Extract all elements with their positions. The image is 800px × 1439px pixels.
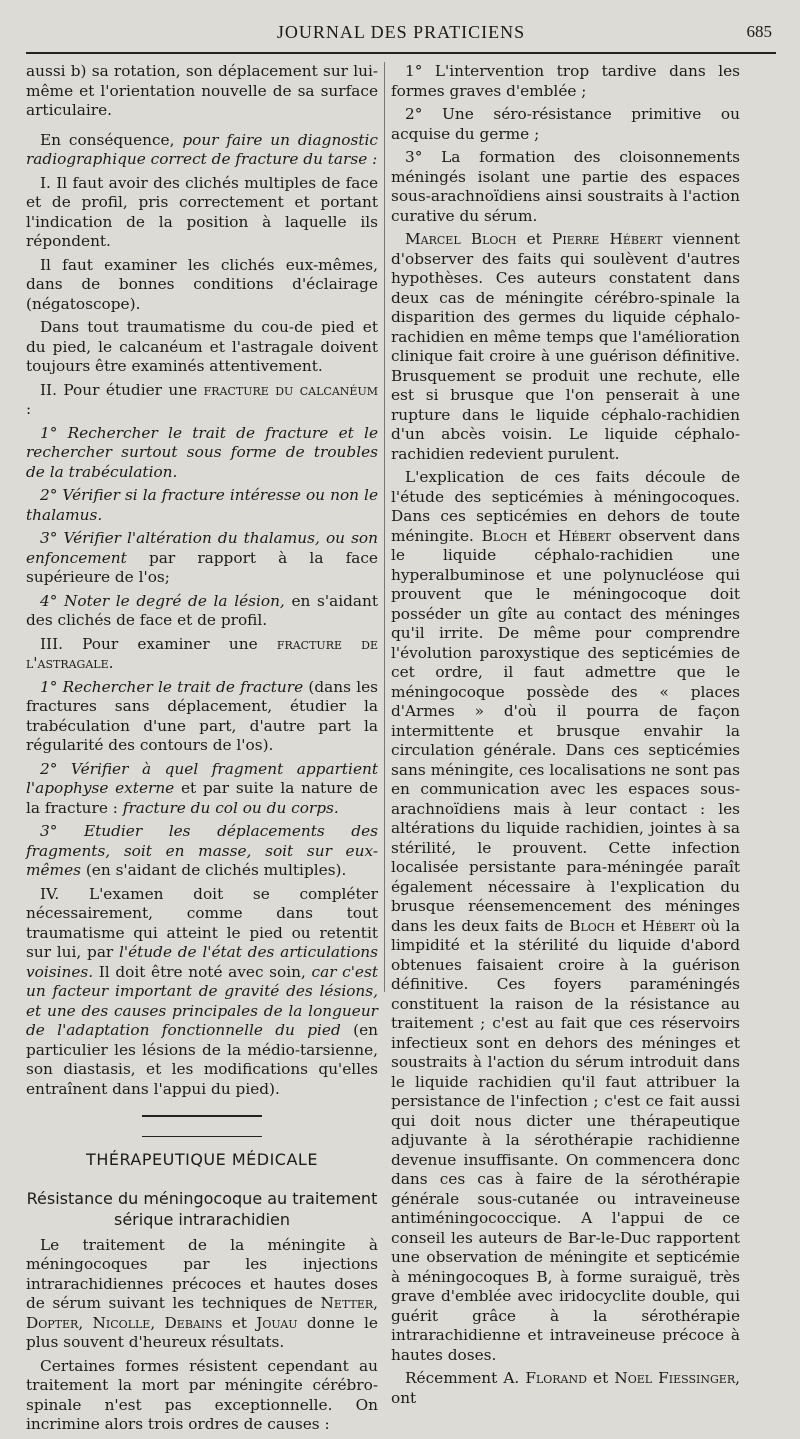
- left-column: [26, 62, 378, 1439]
- paragraph: [26, 381, 378, 420]
- emphasis: 3° Vérifier l'altération du thalamus, ou son enfoncement: [26, 529, 378, 567]
- emphasis: 4° Noter le degré de la lésion,: [40, 591, 285, 610]
- column-divider: [384, 62, 385, 992]
- emphasis: 2° Vérifier si la fracture intéresse ou non le thalamus.: [26, 486, 378, 524]
- text: viennent d'observer des faits qui soulèvent d'autres hypothèses. Ces auteurs constatent dans deux cas de méningite cérébro-spinale la disparition des germes du liquide céphalo-rachidien en même temps que l'amélioration clinique fait croire à une guérison définitive. Brusquement se produit une rechute, elle est si brusque que l'on penserait à une rupture dans le liquide céphalo-rachidien d'un abcès voisin. Le liquide céphalo-rachidien redevient purulent.: [391, 230, 740, 463]
- author-names: Jouau: [256, 1313, 298, 1332]
- text: donne le plus souvent d'heureux résultats.: [26, 1313, 378, 1351]
- text: En conséquence,: [40, 130, 175, 149]
- author-names: Marcel Bloch: [405, 230, 517, 248]
- paragraph: [26, 678, 378, 756]
- emphasis: 3° Etudier les déplacements des fragments, soit en masse, soit sur eux-mêmes: [26, 822, 378, 879]
- text: Dans tout traumatisme du cou-de pied et du pied, le calcanéum et l'astragale doivent toujours être examinés attentivement.: [26, 318, 378, 375]
- text: Il doit être noté avec soin,: [98, 962, 306, 981]
- paragraph: [26, 256, 378, 315]
- text: (en s'aidant de clichés multiples).: [85, 861, 347, 879]
- paragraph: [391, 105, 740, 144]
- text: Le traitement de la méningite à méningocoques par les injections intrarachidiennes précoces et hautes doses de sérum suivant les techniques de: [26, 1235, 378, 1312]
- small-caps: fracture de l'astragale.: [26, 634, 379, 672]
- paragraph: [26, 131, 378, 170]
- paragraph: [26, 1357, 378, 1435]
- paragraph: [26, 635, 378, 674]
- emphasis: pour faire un diagnostic radiographique correct de fracture du tarse :: [26, 130, 378, 168]
- author-names: Hébert: [642, 916, 695, 935]
- author-names: Netter, Dopter, Nicolle, Debains: [26, 1294, 378, 1332]
- divider: [142, 1115, 262, 1117]
- paragraph: [26, 318, 378, 377]
- text: et: [526, 230, 542, 248]
- emphasis: car c'est un facteur important de gravité des lésions, et une des causes principales de la longueur de l'adaptation fonctionnelle du pied: [26, 962, 378, 1039]
- paragraph: [26, 885, 378, 1100]
- text: III. Pour examiner une: [40, 634, 258, 653]
- text: et: [231, 1313, 247, 1332]
- emphasis: 1° Rechercher le trait de fracture et le rechercher surtout sous forme de troubles de la trabéculation.: [26, 423, 378, 481]
- text: 1° L'intervention trop tardive dans les formes graves d'emblée ;: [391, 62, 740, 100]
- paragraph: [391, 1369, 740, 1408]
- text: aussi b) sa rotation, son déplacement sur lui-même et l'orientation nouvelle de sa surface articulaire.: [26, 62, 378, 119]
- text: IV. L'examen doit se compléter nécessairement, comme dans tout traumatisme qui atteint le pied ou retentit sur lui, par: [26, 884, 378, 961]
- emphasis: 1° Rechercher le trait de fracture: [40, 677, 304, 696]
- text: 2° Une séro-résistance primitive ou acquise du germe ;: [391, 105, 740, 143]
- paragraph: [26, 592, 378, 631]
- journal-title: JOURNAL DES PRATICIENS: [276, 22, 526, 42]
- text: Il faut examiner les clichés eux-mêmes, dans de bonnes conditions d'éclairage (négatoscope).: [26, 255, 378, 313]
- text: et par suite la nature de la fracture :: [26, 779, 378, 817]
- author-names: Noel Fiessinger: [614, 1369, 736, 1387]
- paragraph: [26, 822, 378, 881]
- emphasis: fracture du col ou du corps.: [122, 798, 339, 817]
- section-rule: [26, 1105, 378, 1144]
- text: observent dans le liquide céphalo-rachidien une hyperalbuminose et une polynucléose qui prouvent que le méningocoque doit posséder un gîte au contact des méninges qu'il irrite. De même pour comprendre l'évolution paroxystique des septicémies de cet ordre, il faut admettre que le méningocoque possède des « places d'Armes » d'où il pourra de façon intermittente et brusque envahir la circulation générale. Dans ces septicémies sans méningite, ces localisations ne sont pas en communication avec les espaces sous-arachnoïdiens mais à leur contact : les altérations du liquide rachidien, jointes à sa stérilité, le prouvent. Cette infection localisée persistante para-méningée paraît également nécessaire à l'explication du brusque réensemencement des méninges dans les deux faits de: [391, 526, 740, 935]
- text: (dans les fractures sans déplacement, étudier la trabéculation d'une part, d'autre part la régularité des contours de l'os).: [26, 677, 379, 754]
- page-header: [26, 18, 776, 54]
- right-column: [391, 62, 740, 1412]
- paragraph: [26, 174, 378, 252]
- emphasis: l'étude de l'état des articulations voisines.: [26, 943, 378, 981]
- divider: [142, 1136, 262, 1137]
- text: Certaines formes résistent cependant au traitement la mort par méningite cérébro-spinale n'est pas exceptionnelle. On incrimine alors trois ordres de causes :: [26, 1356, 378, 1433]
- small-caps: fracture du calcanéum :: [26, 380, 378, 418]
- emphasis: 2° Vérifier à quel fragment appartient l'apophyse externe: [26, 759, 378, 797]
- text: I. Il faut avoir des clichés multiples de face et de profil, pris correctement et portant l'indication de la position à laquelle ils répondent.: [26, 173, 378, 250]
- text: en s'aidant des clichés de face et de profil.: [26, 591, 379, 629]
- paragraph: [391, 230, 740, 464]
- text: et: [620, 916, 636, 935]
- author-names: Bloch: [569, 916, 615, 935]
- paragraph: [26, 760, 378, 819]
- author-names: Pierre Hébert: [552, 230, 663, 248]
- section-heading: THÉRAPEUTIQUE MÉDICALE: [86, 1150, 318, 1169]
- paragraph: [26, 486, 378, 525]
- text: où la limpidité et la stérilité du liquide d'abord obtenues faisaient croire à la guérison définitive. Ces foyers paraméningés constituent la raison de la résistance au traitement ; c'est au fait que ces réservoirs infectieux sont en dehors des méninges et soustraits à l'action du sérum introduit dans le liquide rachidien qu'il faut attribuer la persistance de l'infection ; c'est ce fait aussi qui doit nous dicter une thérapeutique adjuvante à la sérothérapie rachidienne devenue insuffisante. On commencera donc dans ces cas à faire de la sérothérapie générale sous-cutanée ou intraveineuse antiméningococcique. A l'appui de ce conseil les auteurs de Bar-le-Duc rapportent une observation de méningite et septicémie à méningocoques B, à forme suraiguë, très grave d'emblée avec iridocyclite double, qui guérit grâce à la sérothérapie intrarachidienne et intraveineuse précoce à hautes doses.: [391, 916, 740, 1364]
- page-number: 685: [746, 22, 772, 41]
- paragraph: [26, 424, 378, 483]
- text: , ont: [391, 1369, 740, 1407]
- text: et: [535, 526, 551, 545]
- paragraph: [391, 468, 740, 1365]
- text: (en particulier les lésions de la médio-tarsienne, son diastasis, et les modifications qu'elles entraînent dans l'appui du pied).: [26, 1021, 378, 1098]
- author-names: Hébert: [557, 526, 611, 545]
- paragraph: [26, 529, 378, 588]
- text: L'explication de ces faits découle de l'étude des septicémies à méningocoques. Dans ces septicémies en dehors de toute méningite.: [391, 468, 740, 545]
- text: II. Pour étudier une: [40, 380, 198, 399]
- paragraph: [391, 148, 740, 226]
- text: 3° La formation des cloisonnements méningés isolant une partie des espaces sous-arachnoïdiens ainsi soustraits à l'action curative du sérum.: [391, 148, 740, 225]
- paragraph: [26, 62, 378, 121]
- author-names: Florand: [525, 1369, 587, 1387]
- author-names: Bloch: [481, 526, 528, 545]
- paragraph: [391, 62, 740, 101]
- paragraph: [26, 1236, 378, 1353]
- text: Récemment A.: [405, 1369, 520, 1387]
- article-title: Résistance du méningocoque au traitement sérique intrarachidien: [26, 1188, 378, 1229]
- text: et: [593, 1369, 609, 1387]
- text: par rapport à la face supérieure de l'os;: [26, 548, 378, 586]
